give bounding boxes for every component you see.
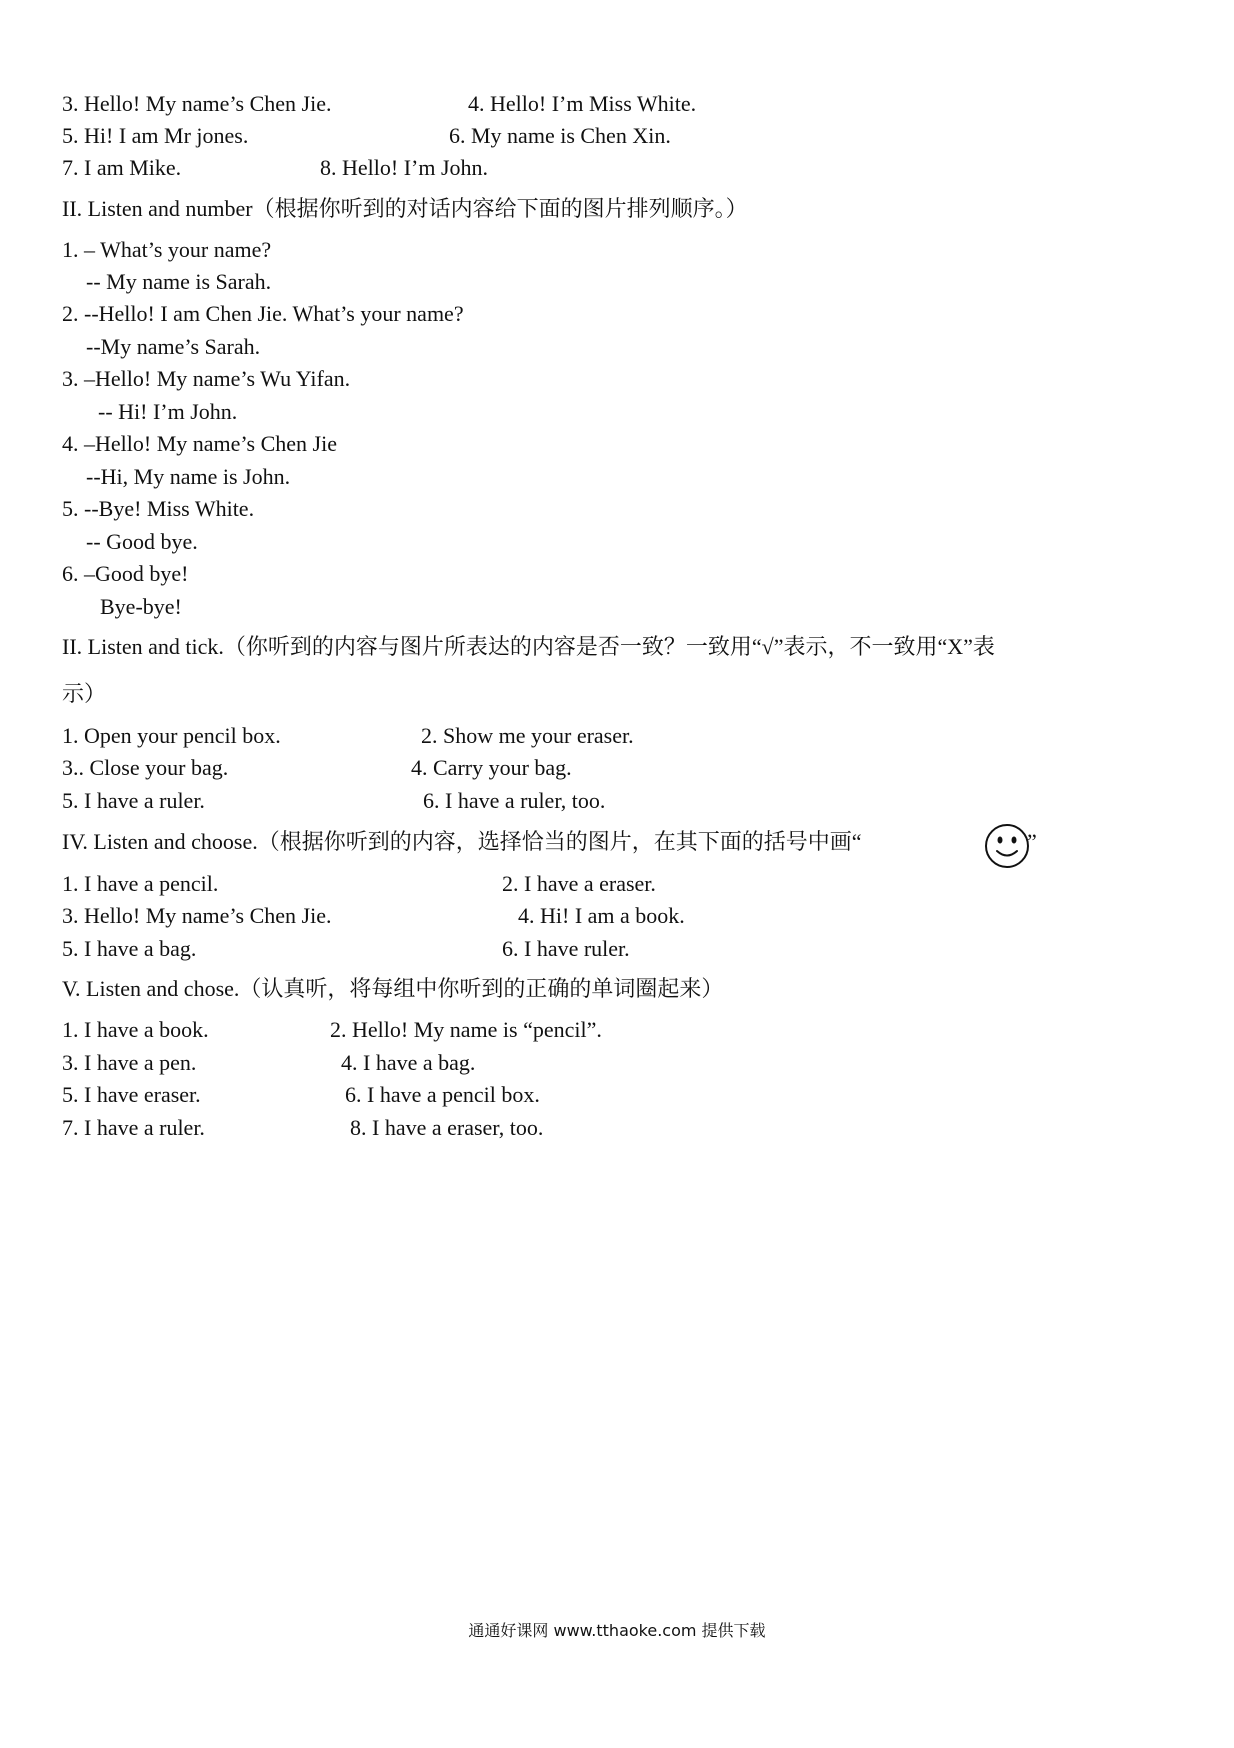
s5-item-8: 8. I have a eraser, too. bbox=[350, 1115, 544, 1140]
s4-item-2: 2. I have a eraser. bbox=[502, 871, 656, 896]
smiley-face-icon bbox=[983, 822, 1031, 870]
s2-line: 1. – What’s your name? bbox=[62, 237, 272, 262]
s2-line: 4. –Hello! My name’s Chen Jie bbox=[62, 431, 337, 456]
s3-item-6: 6. I have a ruler, too. bbox=[423, 788, 606, 813]
section3-heading-cont: 示） bbox=[62, 681, 107, 706]
s3-item-3: 3.. Close your bag. bbox=[62, 755, 229, 780]
s1-item-8: 8. Hello! I’m John. bbox=[320, 155, 489, 180]
s2-line: --Hi, My name is John. bbox=[86, 464, 291, 489]
s5-item-3: 3. I have a pen. bbox=[62, 1050, 197, 1075]
s4-item-6: 6. I have ruler. bbox=[502, 936, 630, 961]
s1-item-7: 7. I am Mike. bbox=[62, 155, 182, 180]
section4-heading-quote: ” bbox=[1027, 829, 1037, 854]
s1-item-6: 6. My name is Chen Xin. bbox=[449, 123, 671, 148]
s4-item-1: 1. I have a pencil. bbox=[62, 871, 219, 896]
s5-item-1: 1. I have a book. bbox=[62, 1017, 209, 1042]
section5-heading: V. Listen and chose.（认真听，将每组中你听到的正确的单词圈起来） bbox=[62, 976, 724, 1001]
s2-line: -- Hi! I’m John. bbox=[98, 399, 238, 424]
s3-item-2: 2. Show me your eraser. bbox=[421, 723, 634, 748]
section3-heading: II. Listen and tick.（你听到的内容与图片所表达的内容是否一致？一致用“√”表示，不一致用“X”表 bbox=[62, 634, 995, 659]
s3-item-1: 1. Open your pencil box. bbox=[62, 723, 281, 748]
s4-item-4: 4. Hi! I am a book. bbox=[518, 903, 685, 928]
s2-line: 2. --Hello! I am Chen Jie. What’s your name? bbox=[62, 301, 464, 326]
s2-line: 3. –Hello! My name’s Wu Yifan. bbox=[62, 366, 351, 391]
s3-item-5: 5. I have a ruler. bbox=[62, 788, 205, 813]
s2-line: --My name’s Sarah. bbox=[86, 334, 261, 359]
s1-item-3: 3. Hello! My name’s Chen Jie. bbox=[62, 91, 332, 116]
s5-item-5: 5. I have eraser. bbox=[62, 1082, 201, 1107]
page-footer: 通通好课网 www.tthaoke.com 提供下载 bbox=[468, 1621, 766, 1640]
s4-item-5: 5. I have a bag. bbox=[62, 936, 197, 961]
s3-item-4: 4. Carry your bag. bbox=[411, 755, 572, 780]
s2-line: 5. --Bye! Miss White. bbox=[62, 496, 255, 521]
s2-line: Bye-bye! bbox=[100, 594, 182, 619]
s5-item-6: 6. I have a pencil box. bbox=[345, 1082, 540, 1107]
s1-item-5: 5. Hi! I am Mr jones. bbox=[62, 123, 249, 148]
s5-item-4: 4. I have a bag. bbox=[341, 1050, 476, 1075]
s1-item-4: 4. Hello! I’m Miss White. bbox=[468, 91, 697, 116]
s5-item-7: 7. I have a ruler. bbox=[62, 1115, 205, 1140]
s5-item-2: 2. Hello! My name is “pencil”. bbox=[330, 1017, 602, 1042]
s2-line: -- My name is Sarah. bbox=[86, 269, 272, 294]
section2-heading: II. Listen and number（根据你听到的对话内容给下面的图片排列顺序。） bbox=[62, 196, 748, 221]
s2-line: 6. –Good bye! bbox=[62, 561, 189, 586]
s2-line: -- Good bye. bbox=[86, 529, 198, 554]
s4-item-3: 3. Hello! My name’s Chen Jie. bbox=[62, 903, 332, 928]
section4-heading: IV. Listen and choose.（根据你听到的内容，选择恰当的图片，在其下面的括号中画“ bbox=[62, 829, 862, 854]
